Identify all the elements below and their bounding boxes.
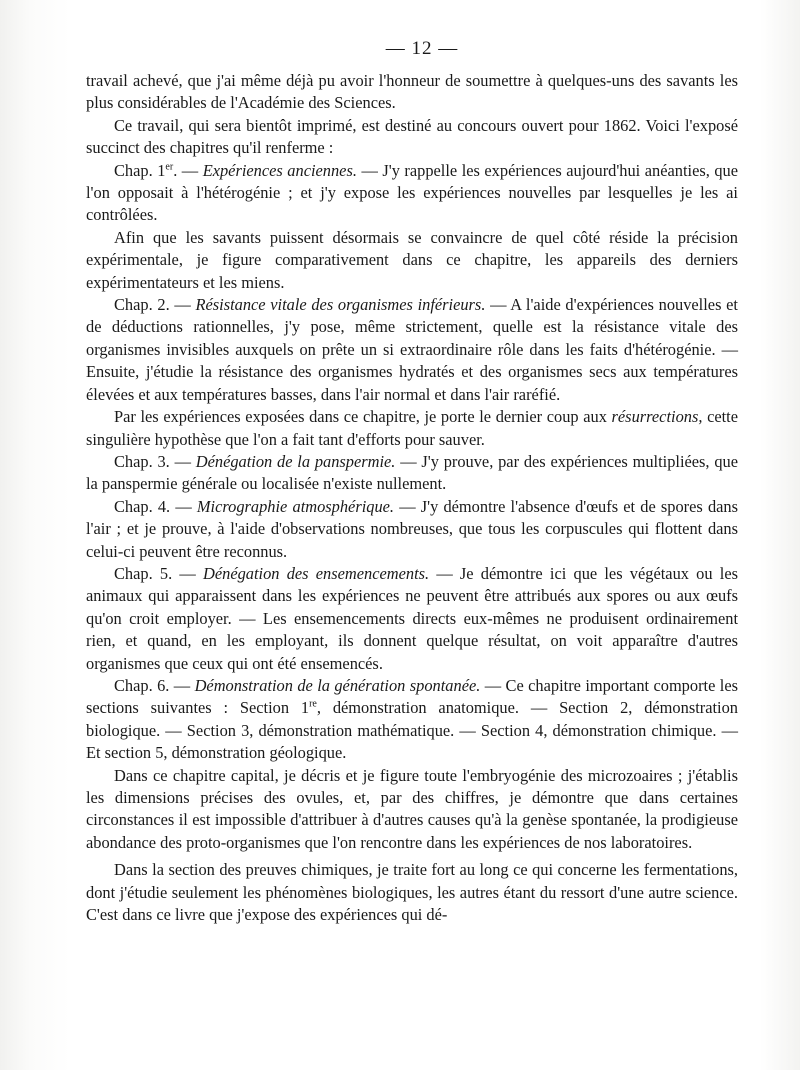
text-run: Chap. 5. — bbox=[114, 563, 204, 583]
chapter-title: Dénégation des ensemencements. bbox=[203, 563, 430, 583]
chapter-title: Dénégation de la panspermie. bbox=[195, 451, 396, 471]
chapter-title: Expériences anciennes. bbox=[202, 160, 357, 180]
text-run: Par les expériences exposées dans ce chapitre, je porte le dernier coup aux bbox=[114, 407, 612, 427]
text-run: — J'y démontre l'absence d'œufs et de spores dans l'air ; et je prouve, à l'aide d'observations nombreuses, que tous les corpuscules qui flottent dans celui-ci peuvent être reconnus. bbox=[86, 496, 738, 561]
text-run: — Ce chapitre important comporte les sections suivantes : Section 1 bbox=[86, 675, 738, 718]
body-text bbox=[86, 70, 738, 926]
text-run: , démonstration anatomique. — Section 2, démonstration biologique. — Section 3, démonstration mathématique. — Section 4, démonstration chimique. — Et section 5, démonstration géologique. bbox=[86, 698, 738, 763]
text-run: Chap. 3. — bbox=[114, 451, 196, 471]
text-run: . — bbox=[173, 160, 203, 180]
paragraph-p3 bbox=[86, 227, 738, 294]
paragraph-p2 bbox=[86, 160, 738, 227]
text-run: Ce travail, qui sera bientôt imprimé, est destiné au concours ouvert pour 1862. Voici l'exposé succinct des chapitres qu'il renferme : bbox=[86, 115, 738, 158]
paragraph-p11 bbox=[86, 859, 738, 926]
paragraph-p10 bbox=[86, 765, 738, 855]
text-run: Dans ce chapitre capital, je décris et je figure toute l'embryogénie des microzoaires ; j'établis les dimensions précises des ovules, et, par des chiffres, je démontre que dans certaines circonstances il est impossible d'attribuer à d'autres causes qu'à la genèse spontanée, la prodigieuse abondance des proto-organismes que l'on rencontre dans les expériences de nos laboratoires. bbox=[86, 765, 738, 852]
chapter-title: résurrections, bbox=[611, 407, 703, 427]
text-run: Chap. 2. — bbox=[114, 295, 196, 315]
chapter-title: Démonstration de la génération spontanée. bbox=[194, 675, 481, 695]
paragraph-p4 bbox=[86, 294, 738, 406]
text-run: travail achevé, que j'ai même déjà pu avoir l'honneur de soumettre à quelques-uns des savants les plus considérables de l'Académie des Sciences. bbox=[86, 71, 738, 113]
paragraph-p8 bbox=[86, 563, 738, 675]
paragraph-p7 bbox=[86, 496, 738, 563]
text-run: — Je démontre ici que les végétaux ou les animaux qui apparaissent dans les expériences ne peuvent être attribués aux spores ou aux œufs qu'on croit employer. — Les ensemencements directs eux-mêmes ne produisent ordinairement rien, et quand, en les employant, ils donnent quelque résultat, on voit apparaître d'autres organismes que ceux qui ont été ensemencés. bbox=[86, 563, 738, 673]
text-run: Chap. 6. — bbox=[114, 675, 195, 695]
chapter-title: Résistance vitale des organismes inférieurs. bbox=[195, 295, 486, 315]
paragraph-p6 bbox=[86, 451, 738, 496]
text-run: Dans la section des preuves chimiques, je traite fort au long ce qui concerne les fermentations, dont j'étudie seulement les phénomènes biologiques, les autres étant du ressort d'une autre science. C'est dans ce livre que j'expose des expériences qui dé- bbox=[86, 860, 738, 925]
paragraph-p9 bbox=[86, 675, 738, 765]
paragraph-p0 bbox=[86, 70, 738, 115]
paragraph-p5 bbox=[86, 406, 738, 451]
text-run: Chap. 4. — bbox=[114, 496, 197, 516]
text-run: — A l'aide d'expériences nouvelles et de déductions rationnelles, j'y pose, même strictement, quelle est la résistance vitale des organismes invisibles auxquels on prête un si extraordinaire rôle dans les faits d'hétérogénie. — Ensuite, j'étudie la résistance des organismes hydratés et des organismes secs aux températures élevées et aux températures basses, dans l'air normal et dans l'air raréfié. bbox=[86, 295, 738, 404]
superscript: re bbox=[309, 698, 317, 710]
superscript: er bbox=[165, 161, 174, 173]
paragraph-p1 bbox=[86, 115, 738, 160]
text-run: — J'y prouve, par des expériences multipliées, que la panspermie générale ou localisée n'existe nullement. bbox=[86, 451, 738, 494]
text-run: — J'y rappelle les expériences aujourd'hui anéanties, que l'on opposait à l'hétérogénie ; et j'y expose les expériences nouvelles par lesquelles je les ai contrôlées. bbox=[86, 160, 739, 225]
text-run: Chap. 1 bbox=[114, 160, 166, 180]
chapter-title: Micrographie atmosphérique. bbox=[196, 496, 395, 516]
text-run: Afin que les savants puissent désormais se convaincre de quel côté réside la précision expérimentale, je figure comparativement dans ce chapitre, les appareils des derniers expérimentateurs et les miens. bbox=[86, 227, 738, 292]
page-number: — 12 — bbox=[385, 38, 459, 59]
text-run: cette singulière hypothèse que l'on a fait tant d'efforts pour sauver. bbox=[86, 407, 739, 449]
